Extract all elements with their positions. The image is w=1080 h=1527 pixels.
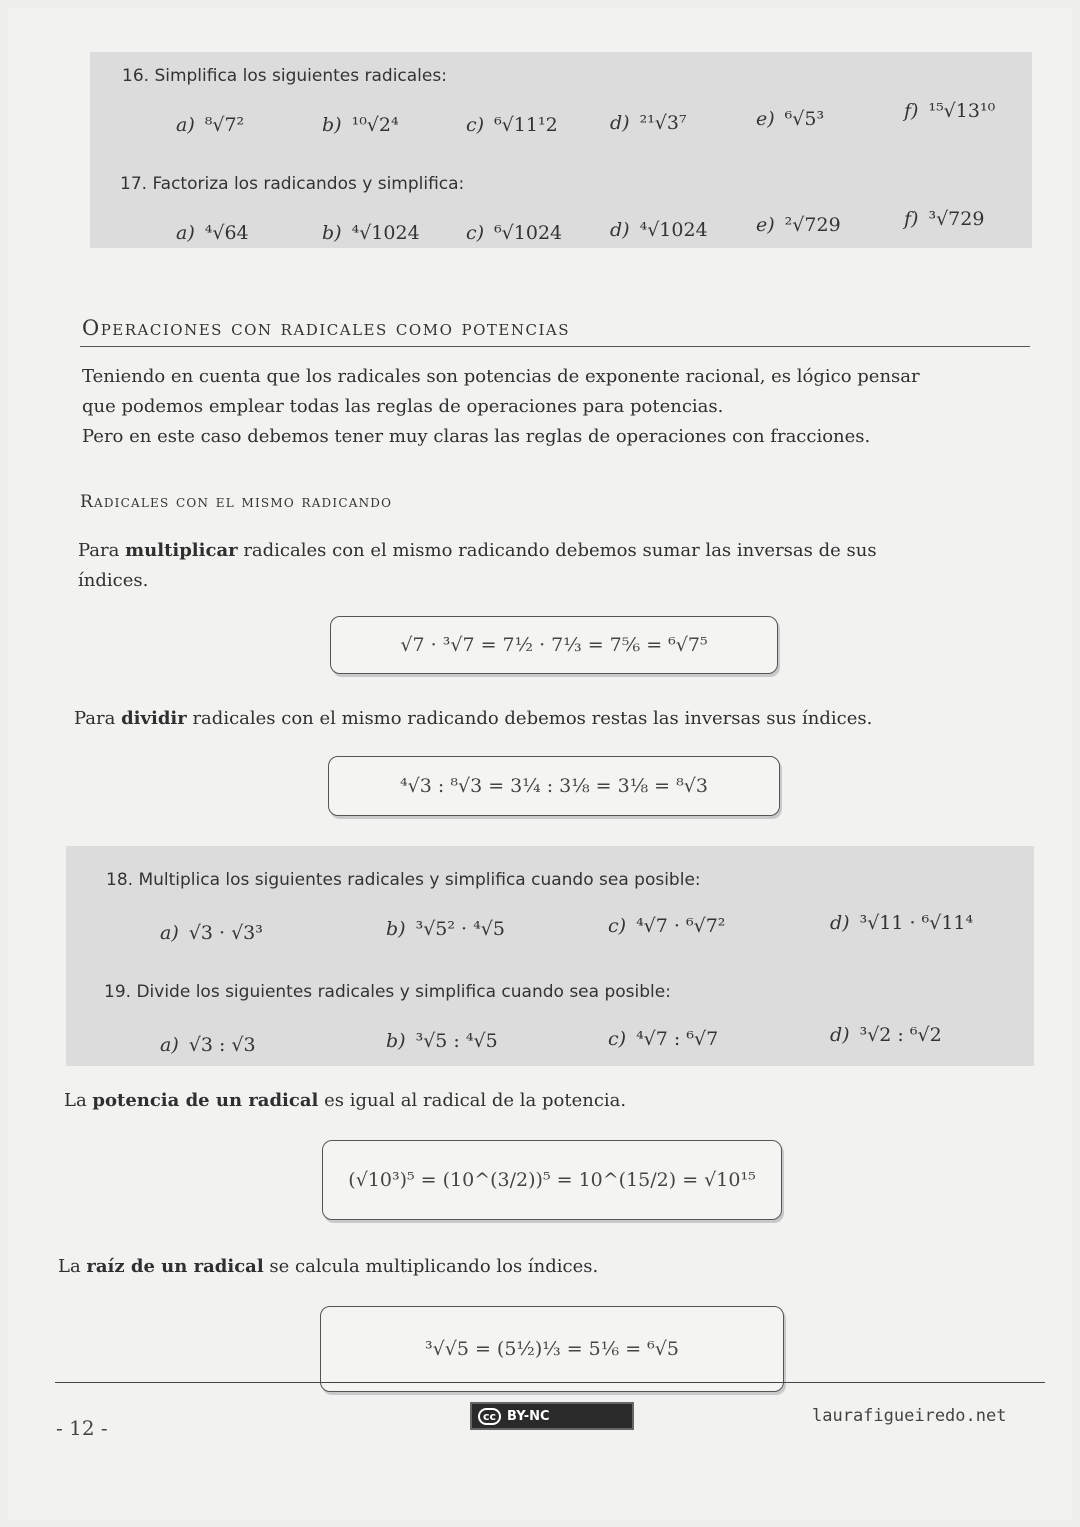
- exercise-18-item-a: a) √3 · √3³: [160, 922, 263, 944]
- root-paragraph: [58, 1252, 1018, 1282]
- exercise-16-item-f: f) ¹⁵√13¹⁰: [904, 100, 996, 122]
- license-badge: [470, 1402, 634, 1430]
- root-formula: ³√√5 = (5½)⅓ = 5⅙ = ⁶√5: [425, 1338, 679, 1360]
- exercise-16-item-d: d) ²¹√3⁷: [610, 112, 687, 134]
- section-intro: [82, 362, 1042, 452]
- exercise-16-item-c: c) ⁶√11¹2: [466, 114, 558, 136]
- power-line: La potencia de un radical es igual al radical de la potencia.: [64, 1090, 627, 1111]
- power-formula-box: [322, 1140, 782, 1220]
- exercise-19-title: 19. Divide los siguientes radicales y simplifica cuando sea posible:: [104, 982, 671, 1002]
- exercise-19-item-b: b) ³√5 : ⁴√5: [386, 1030, 498, 1052]
- multiply-paragraph: [78, 536, 1038, 596]
- exercise-18-title: 18. Multiplica los siguientes radicales y simplifica cuando sea posible:: [106, 870, 701, 890]
- section-title: Operaciones con radicales como potencias: [82, 316, 571, 340]
- exercise-18-item-c: c) ⁴√7 · ⁶√7²: [608, 915, 726, 937]
- power-paragraph: [64, 1086, 1024, 1116]
- exercise-16-item-a: a) ⁸√7²: [176, 114, 245, 136]
- intro-line-1: Teniendo en cuenta que los radicales son potencias de exponente racional, es lógico pensar: [82, 366, 920, 387]
- exercise-19-item-a: a) √3 : √3: [160, 1034, 256, 1056]
- exercise-17-item-d: d) ⁴√1024: [610, 219, 708, 241]
- exercise-17-item-e: e) ²√729: [756, 214, 841, 236]
- exercise-16-item-e: e) ⁶√5³: [756, 108, 825, 130]
- footer-rule: [55, 1382, 1045, 1383]
- power-formula: (√10³)⁵ = (10^(3/2))⁵ = 10^(15/2) = √10¹⁵: [348, 1169, 756, 1191]
- subsection-title: Radicales con el mismo radicando: [80, 492, 393, 512]
- exercise-18-item-b: b) ³√5² · ⁴√5: [386, 918, 505, 940]
- exercise-17-item-f: f) ³√729: [904, 208, 985, 230]
- intro-line-2: que podemos emplear todas las reglas de operaciones para potencias.: [82, 396, 724, 417]
- multiply-line-2: índices.: [78, 570, 149, 591]
- exercise-16-item-b: b) ¹⁰√2⁴: [322, 114, 399, 136]
- exercise-19-item-c: c) ⁴√7 : ⁶√7: [608, 1028, 719, 1050]
- site-url: laurafigueiredo.net: [812, 1406, 1007, 1426]
- divide-line: Para dividir radicales con el mismo radicando debemos restas las inversas sus índices.: [74, 708, 873, 729]
- exercise-17-item-a: a) ⁴√64: [176, 222, 249, 244]
- cc-icon: cc: [478, 1408, 501, 1425]
- exercise-19-item-d: d) ³√2 : ⁶√2: [830, 1024, 942, 1046]
- section-title-rule: [80, 346, 1030, 347]
- page-number: - 12 -: [56, 1416, 108, 1440]
- multiply-formula: √7 · ³√7 = 7½ · 7⅓ = 7⅚ = ⁶√7⁵: [400, 634, 708, 656]
- exercise-17-title: 17. Factoriza los radicandos y simplifica:: [120, 174, 465, 194]
- divide-formula-box: [328, 756, 780, 816]
- exercise-17-item-b: b) ⁴√1024: [322, 222, 420, 244]
- exercise-18-item-d: d) ³√11 · ⁶√11⁴: [830, 912, 974, 934]
- divide-paragraph: [74, 704, 1034, 734]
- intro-line-3: Pero en este caso debemos tener muy claras las reglas de operaciones con fracciones.: [82, 426, 871, 447]
- multiply-formula-box: [330, 616, 778, 674]
- root-formula-box: [320, 1306, 784, 1392]
- exercise-16-title: 16. Simplifica los siguientes radicales:: [122, 66, 447, 86]
- root-line: La raíz de un radical se calcula multiplicando los índices.: [58, 1256, 599, 1277]
- license-text: BY-NC: [507, 1408, 550, 1424]
- divide-formula: ⁴√3 : ⁸√3 = 3¼ : 3⅛ = 3⅛ = ⁸√3: [400, 775, 708, 797]
- multiply-line-1: Para multiplicar radicales con el mismo radicando debemos sumar las inversas de sus: [78, 540, 877, 561]
- exercise-17-item-c: c) ⁶√1024: [466, 222, 563, 244]
